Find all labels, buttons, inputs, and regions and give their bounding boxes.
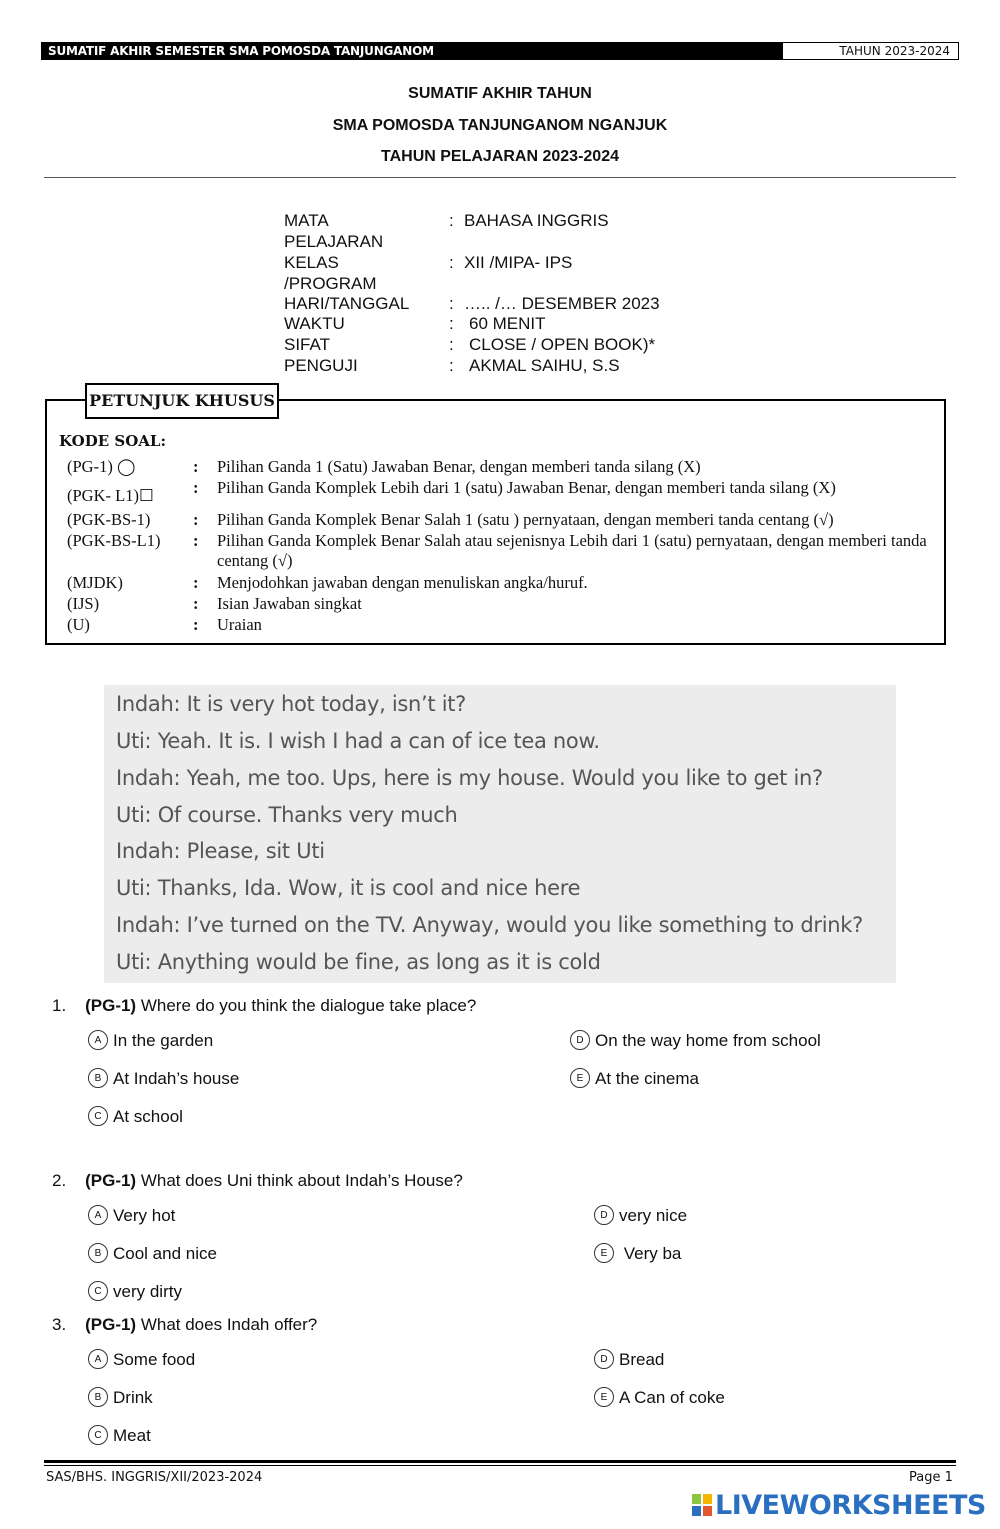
school-name: SMA POMOSDA TANJUNGANOM NGANJUK [332, 117, 668, 134]
kode-soal-title: KODE SOAL: [59, 432, 166, 450]
code-description: Pilihan Ganda 1 (Satu) Jawaban Benar, dengan memberi tanda silang (X) [217, 457, 701, 476]
option-circle-icon[interactable]: C [88, 1425, 108, 1445]
meta-value-class: XII /MIPA- IPS [464, 253, 573, 272]
meta-value-subject: BAHASA INGGRIS [464, 211, 609, 230]
question-code: (PG-1) [85, 996, 137, 1015]
option-text: very dirty [113, 1282, 182, 1301]
option-circle-icon[interactable]: B [88, 1068, 108, 1088]
option-b[interactable] [88, 1243, 217, 1264]
meta-colon: : [449, 335, 454, 354]
meta-value-time: 60 MENIT [469, 314, 546, 333]
dialogue-line: Indah: Yeah, me too. Ups, here is my house. Would you like to get in? [116, 766, 823, 790]
option-circle-icon[interactable]: D [570, 1030, 590, 1050]
option-circle-icon[interactable]: D [594, 1205, 614, 1225]
code-separator: : [193, 573, 199, 592]
option-e[interactable] [570, 1068, 699, 1089]
option-text: On the way home from school [595, 1031, 821, 1050]
code-label: (PGK-BS-L1) [67, 531, 161, 550]
instructions-title: PETUNJUK KHUSUS [85, 383, 279, 419]
option-text: In the garden [113, 1031, 214, 1050]
meta-label-examiner: PENGUJI [284, 356, 358, 375]
code-separator: : [193, 478, 199, 497]
question-2 [52, 1171, 463, 1191]
option-text: very nice [619, 1206, 688, 1225]
option-text: Bread [619, 1350, 665, 1369]
question-text: What does Indah offer? [140, 1315, 318, 1334]
code-separator: : [193, 510, 199, 529]
dialogue-line: Indah: Please, sit Uti [116, 839, 325, 863]
code-label: (MJDK) [67, 573, 123, 592]
dialogue-line: Indah: It is very hot today, isn’t it? [116, 692, 467, 716]
option-text: At school [113, 1107, 183, 1126]
option-a[interactable] [88, 1030, 213, 1051]
liveworksheets-logo-icon [692, 1494, 712, 1516]
option-text: Drink [113, 1388, 153, 1407]
liveworksheets-logo[interactable] [692, 1490, 986, 1521]
option-c[interactable] [88, 1106, 183, 1127]
option-text: Meat [113, 1426, 151, 1445]
exam-title: SUMATIF AKHIR TAHUN [408, 85, 592, 102]
option-circle-icon[interactable]: A [88, 1205, 108, 1225]
question-text: Where do you think the dialogue take place? [140, 996, 477, 1015]
page-number: Page 1 [909, 1470, 953, 1485]
header-school-title: SUMATIF AKHIR SEMESTER SMA POMOSDA TANJUNGANOM [41, 42, 782, 60]
option-circle-icon[interactable]: C [88, 1281, 108, 1301]
option-circle-icon[interactable]: E [594, 1243, 614, 1263]
option-b[interactable] [88, 1387, 153, 1408]
academic-year: TAHUN PELAJARAN 2023-2024 [381, 148, 619, 165]
meta-colon: : [449, 294, 454, 313]
option-circle-icon[interactable]: C [88, 1106, 108, 1126]
option-circle-icon[interactable]: B [88, 1243, 108, 1263]
option-circle-icon[interactable]: A [88, 1349, 108, 1369]
option-a[interactable] [88, 1205, 175, 1226]
dialogue-line: Uti: Of course. Thanks very much [116, 803, 458, 827]
header-year: TAHUN 2023-2024 [782, 42, 959, 60]
meta-colon: : [449, 356, 454, 375]
option-text: At Indah’s house [113, 1069, 240, 1088]
option-c[interactable] [88, 1281, 182, 1302]
meta-value-examiner: AKMAL SAIHU, S.S [469, 356, 620, 375]
question-text: What does Uni think about Indah’s House? [140, 1171, 463, 1190]
dialogue-line: Uti: Anything would be fine, as long as it is cold [116, 950, 601, 974]
code-label: (IJS) [67, 594, 100, 613]
option-d[interactable] [570, 1030, 821, 1051]
question-code: (PG-1) [85, 1315, 137, 1334]
option-a[interactable] [88, 1349, 195, 1370]
option-d[interactable] [594, 1205, 687, 1226]
footer-divider [44, 1460, 956, 1463]
dialogue-line: Indah: I’ve turned on the TV. Anyway, would you like something to drink? [116, 913, 863, 937]
option-circle-icon[interactable]: D [594, 1349, 614, 1369]
meta-label-type: SIFAT [284, 335, 330, 354]
code-label: (U) [67, 615, 90, 634]
option-e[interactable] [594, 1243, 681, 1264]
option-d[interactable] [594, 1349, 664, 1370]
option-circle-icon[interactable]: A [88, 1030, 108, 1050]
question-code: (PG-1) [85, 1171, 137, 1190]
option-circle-icon[interactable]: E [594, 1387, 614, 1407]
dialogue-line: Uti: Yeah. It is. I wish I had a can of ice tea now. [116, 729, 600, 753]
option-circle-icon[interactable]: B [88, 1387, 108, 1407]
meta-colon: : [449, 314, 454, 333]
question-number: 3. [52, 1315, 67, 1334]
code-description: Menjodohkan jawaban dengan menuliskan angka/huruf. [217, 573, 588, 592]
option-e[interactable] [594, 1387, 725, 1408]
document-header [41, 42, 959, 60]
code-separator: : [193, 531, 199, 550]
option-text: Cool and nice [113, 1244, 217, 1263]
code-description: Isian Jawaban singkat [217, 594, 362, 613]
meta-label-time: WAKTU [284, 314, 345, 333]
option-circle-icon[interactable]: E [570, 1068, 590, 1088]
logo-text: LIVEWORKSHEETS [715, 1490, 986, 1521]
meta-colon: : [449, 211, 454, 230]
dialogue-line: Uti: Thanks, Ida. Wow, it is cool and nice here [116, 876, 581, 900]
meta-label-subject: MATA PELAJARAN [284, 211, 384, 251]
code-label: (PGK-BS-1) [67, 510, 151, 529]
code-description: Pilihan Ganda Komplek Benar Salah atau sejenisnya Lebih dari 1 (satu) pernyataan, dengan memberi tanda centang (√) [217, 531, 927, 570]
option-text: At the cinema [595, 1069, 699, 1088]
code-description: Pilihan Ganda Komplek Benar Salah 1 (satu ) pernyataan, dengan memberi tanda centang (√) [217, 510, 834, 529]
option-text: Very ba [619, 1244, 682, 1263]
option-text: Some food [113, 1350, 196, 1369]
code-separator: : [193, 594, 199, 613]
code-separator: : [193, 615, 199, 634]
question-number: 1. [52, 996, 67, 1015]
meta-label-date: HARI/TANGGAL [284, 294, 410, 313]
meta-colon: : [449, 253, 454, 272]
code-separator: : [193, 457, 199, 476]
footer-divider-thin [44, 1465, 956, 1466]
meta-label-class: KELAS /PROGRAM [284, 253, 377, 293]
code-description: Uraian [217, 615, 262, 634]
option-text: Very hot [113, 1206, 176, 1225]
code-label: (PGK- L1)☐ [67, 486, 154, 505]
question-number: 2. [52, 1171, 67, 1190]
question-3 [52, 1315, 317, 1335]
footer-doc-code: SAS/BHS. INGGRIS/XII/2023-2024 [46, 1470, 263, 1485]
meta-value-type: CLOSE / OPEN BOOK)* [469, 335, 656, 354]
option-text: A Can of coke [619, 1388, 725, 1407]
question-1 [52, 996, 476, 1016]
code-description: Pilihan Ganda Komplek Lebih dari 1 (satu) Jawaban Benar, dengan memberi tanda silang (X) [217, 478, 836, 497]
title-divider [44, 177, 956, 178]
code-label: (PG-1) ◯ [67, 457, 136, 476]
option-c[interactable] [88, 1425, 151, 1446]
meta-value-date: ….. /… DESEMBER 2023 [464, 294, 660, 313]
option-b[interactable] [88, 1068, 239, 1089]
